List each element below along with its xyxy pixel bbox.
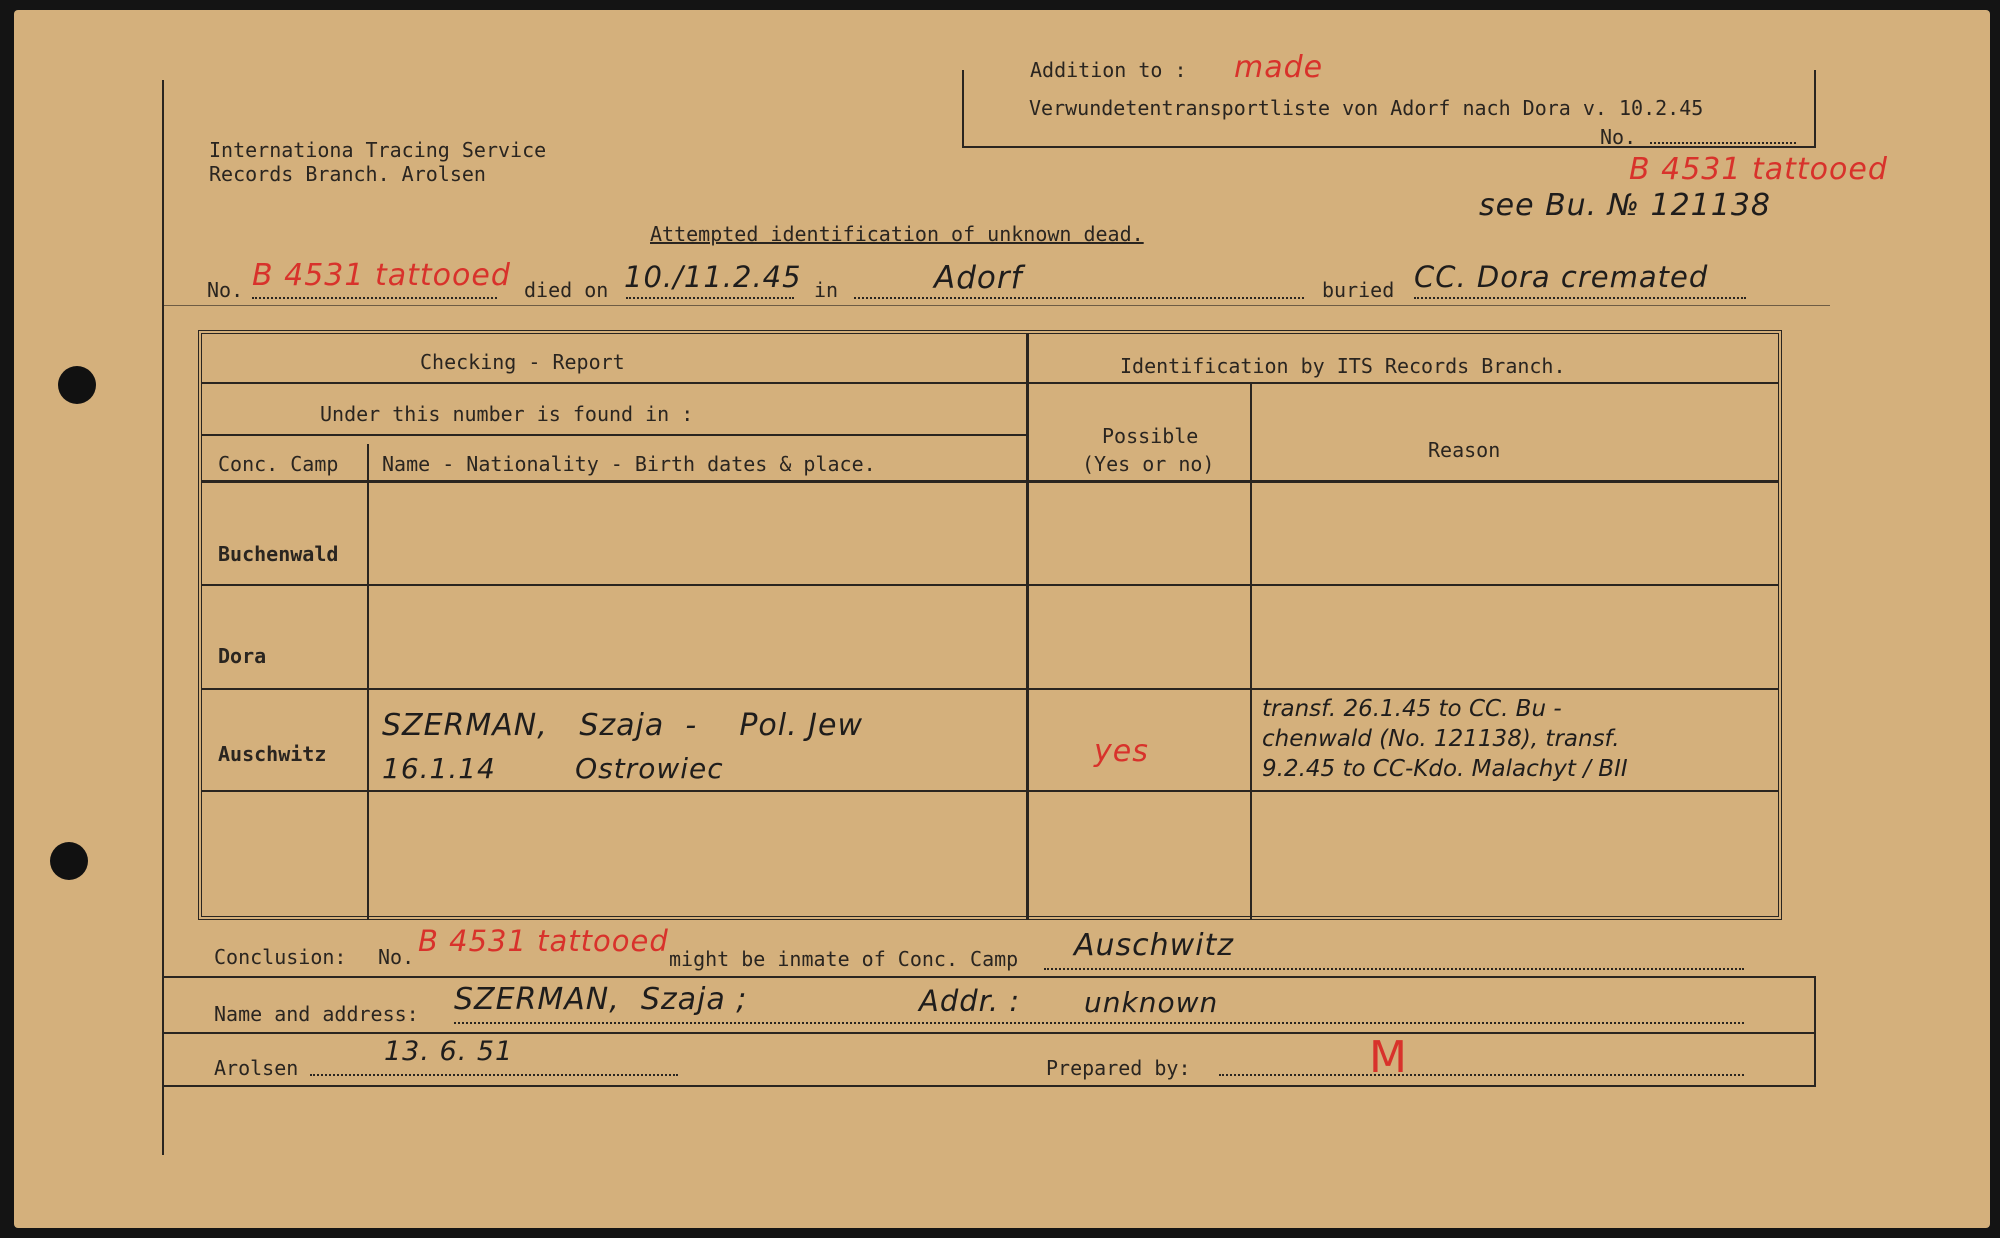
- col-camp-header: Conc. Camp: [218, 452, 339, 476]
- conclusion-rule: [164, 976, 1816, 978]
- footer-rule: [164, 1085, 1816, 1087]
- row-camp-buchenwald: Buchenwald: [218, 542, 339, 566]
- row-reason-line-1: transf. 26.1.45 to CC. Bu -: [1262, 696, 1562, 722]
- prepared-by-label: Prepared by:: [1046, 1056, 1191, 1080]
- prepared-by-dots: [1219, 1074, 1744, 1076]
- punch-hole-bottom: [50, 842, 88, 880]
- buried-value: CC. Dora cremated: [1414, 260, 1709, 294]
- record-no-value: B 4531 tattooed: [252, 258, 511, 293]
- org-line-2: Records Branch. Arolsen: [209, 162, 486, 186]
- addition-box-bottom: [962, 146, 1816, 148]
- name-value: SZERMAN, Szaja ;: [454, 982, 748, 1017]
- name-address-rule: [164, 1032, 1816, 1034]
- record-no-label: No.: [207, 278, 244, 302]
- signature: M: [1369, 1032, 1408, 1083]
- buried-dots: [1414, 297, 1746, 299]
- footer-date-dots: [310, 1074, 678, 1076]
- transport-no-label: No.: [1600, 125, 1637, 149]
- addr-value: unknown: [1084, 986, 1219, 1019]
- conclusion-camp-value: Auschwitz: [1074, 928, 1235, 963]
- h-line-4: [202, 584, 1778, 586]
- red-note: B 4531 tattooed: [1629, 152, 1888, 187]
- col-possible-header-2: (Yes or no): [1082, 452, 1215, 476]
- bottom-box-right: [1814, 976, 1816, 1086]
- in-label: in: [814, 278, 839, 302]
- died-label: died on: [524, 278, 609, 302]
- h-line-1: [202, 382, 1778, 384]
- see-note: see Bu. № 121138: [1479, 188, 1772, 223]
- punch-hole-top: [58, 366, 96, 404]
- h-line-5: [202, 688, 1778, 690]
- org-line-1: Internationa Tracing Service: [209, 138, 547, 162]
- name-address-dots: [454, 1022, 1744, 1024]
- record-no-dots: [252, 297, 497, 299]
- h-line-6: [202, 790, 1778, 792]
- left-margin-line: [162, 80, 164, 1155]
- transport-list-text: Verwundetentransportliste von Adorf nach Dora v. 10.2.45: [1029, 96, 1704, 120]
- identification-header: Identification by ITS Records Branch.: [1120, 354, 1566, 378]
- conclusion-dots: [1044, 968, 1744, 970]
- row-name-line-1: SZERMAN, Szaja - Pol. Jew: [382, 708, 864, 743]
- col-reason-header: Reason: [1428, 438, 1501, 462]
- identification-table: [198, 330, 1782, 920]
- h-line-3: [202, 480, 1778, 483]
- h-line-2: [202, 434, 1028, 436]
- conclusion-label: Conclusion:: [214, 945, 347, 969]
- addition-value: made: [1234, 50, 1324, 85]
- buried-label: buried: [1322, 278, 1395, 302]
- row-camp-dora: Dora: [218, 644, 267, 668]
- index-card: [14, 10, 1990, 1228]
- died-dots: [626, 297, 794, 299]
- document-title: Attempted identification of unknown dead.: [650, 222, 1144, 246]
- addition-box-right: [1814, 70, 1816, 148]
- row-camp-auschwitz: Auschwitz: [218, 742, 327, 766]
- conclusion-no-label: No.: [378, 945, 415, 969]
- row-name-line-2: 16.1.14 Ostrowiec: [382, 752, 724, 785]
- col-name-header: Name - Nationality - Birth dates & place.: [382, 452, 876, 476]
- name-address-label: Name and address:: [214, 1002, 419, 1026]
- in-dots: [854, 297, 1304, 299]
- in-value: Adorf: [934, 260, 1023, 296]
- addition-box-left: [962, 70, 964, 148]
- v-line-camp: [367, 444, 369, 920]
- footer-date-value: 13. 6. 51: [384, 1036, 514, 1067]
- addr-label: Addr. :: [919, 984, 1021, 1018]
- v-line-mid: [1026, 334, 1029, 920]
- died-value: 10./11.2.45: [624, 260, 802, 294]
- row-reason-line-3: 9.2.45 to CC-Kdo. Malachyt / BII: [1262, 756, 1628, 782]
- record-rule: [162, 305, 1830, 306]
- conclusion-no-value: B 4531 tattooed: [418, 924, 669, 958]
- addition-label: Addition to :: [1030, 58, 1187, 82]
- col-possible-header-1: Possible: [1102, 424, 1199, 448]
- row-possible-yes: yes: [1094, 734, 1149, 769]
- checking-report-header: Checking - Report: [420, 350, 625, 374]
- row-reason-line-2: chenwald (No. 121138), transf.: [1262, 726, 1620, 752]
- transport-no-dots: [1650, 142, 1796, 144]
- found-header: Under this number is found in :: [320, 402, 694, 426]
- conclusion-text: might be inmate of Conc. Camp: [669, 947, 1019, 971]
- footer-place: Arolsen: [214, 1056, 299, 1080]
- v-line-possible: [1250, 384, 1252, 920]
